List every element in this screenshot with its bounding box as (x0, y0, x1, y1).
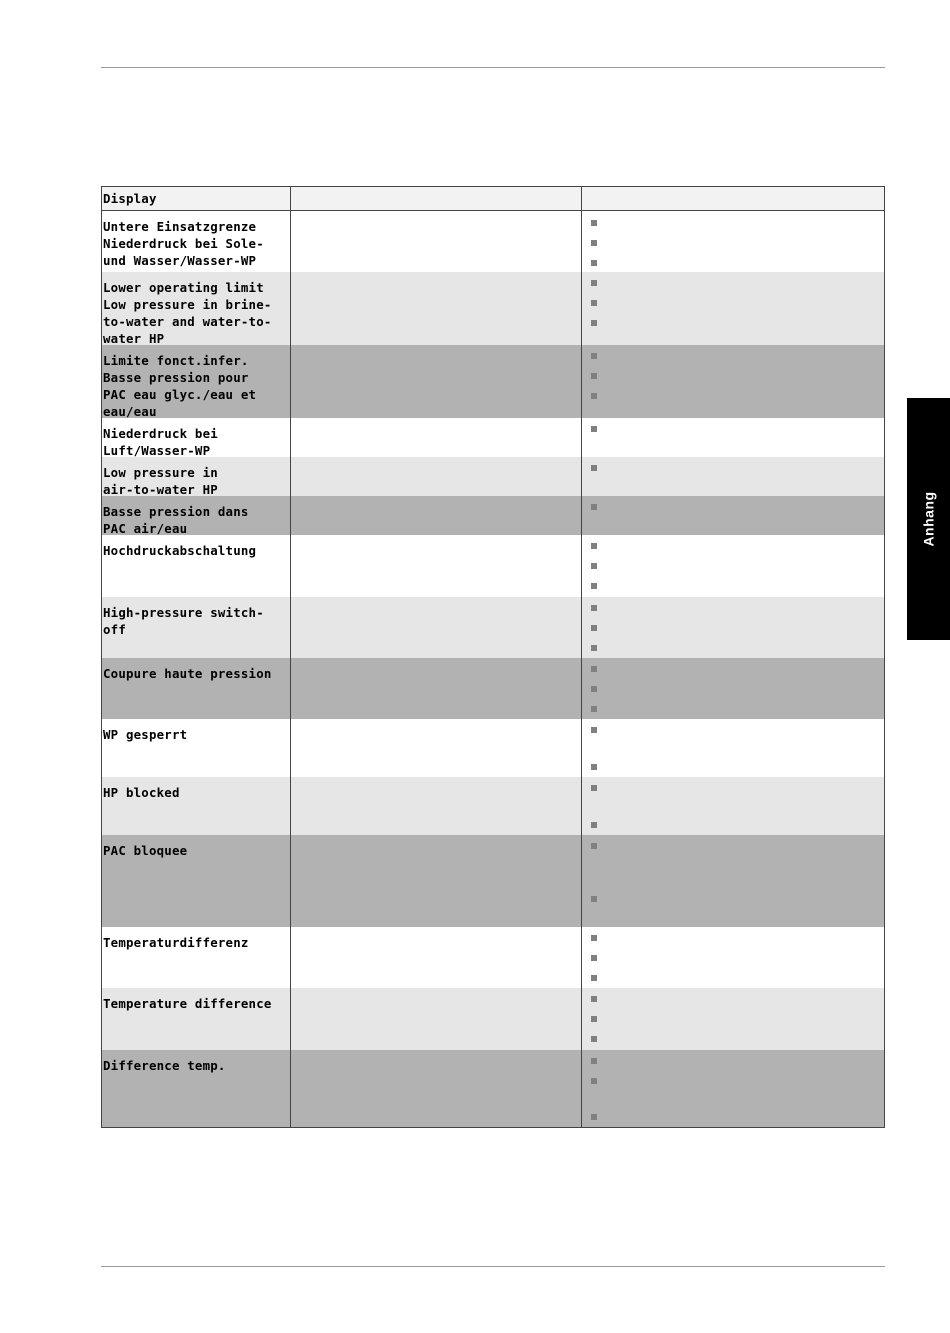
bullet-square-icon (591, 543, 597, 549)
bullet-square-icon (591, 583, 597, 589)
header-col2 (291, 187, 582, 210)
row-cause-cell (291, 496, 582, 535)
row-remedy-cell (582, 418, 884, 457)
row-cause-cell (291, 597, 582, 658)
row-remedy-cell (582, 1050, 884, 1127)
row-display-cell (102, 719, 291, 777)
bullet-square-icon (591, 955, 597, 961)
row-remedy-cell (582, 658, 884, 719)
row-display-cell (102, 835, 291, 927)
row-display-cell (102, 597, 291, 658)
section-tab (907, 398, 950, 640)
bullet-square-icon (591, 393, 597, 399)
row-display-text: HP blocked (103, 785, 180, 800)
bullet-square-icon (591, 605, 597, 611)
row-cause-cell (291, 535, 582, 597)
row-display-cell (102, 535, 291, 597)
row-display-text: Low pressure in air-to-water HP (103, 465, 218, 497)
bullet-square-icon (591, 1078, 597, 1084)
row-cause-cell (291, 345, 582, 418)
table-row (102, 719, 884, 777)
table-row (102, 927, 884, 988)
row-cause-cell (291, 658, 582, 719)
row-cause-cell (291, 835, 582, 927)
row-cause-cell (291, 927, 582, 988)
row-cause-cell (291, 719, 582, 777)
bullet-square-icon (591, 625, 597, 631)
bullet-square-icon (591, 373, 597, 379)
row-display-text: WP gesperrt (103, 727, 188, 742)
table-row (102, 496, 884, 535)
display-messages-table (101, 186, 885, 1128)
table-body (102, 211, 884, 1127)
header-col3 (582, 187, 884, 210)
table-row (102, 457, 884, 496)
row-display-text: High-pressure switch- off (103, 605, 264, 637)
row-display-text: Hochdruckabschaltung (103, 543, 257, 558)
row-cause-cell (291, 777, 582, 835)
table-row (102, 418, 884, 457)
row-display-cell (102, 457, 291, 496)
bullet-square-icon (591, 975, 597, 981)
bullet-square-icon (591, 645, 597, 651)
bullet-square-icon (591, 764, 597, 770)
table-row (102, 988, 884, 1050)
row-remedy-cell (582, 496, 884, 535)
table-row (102, 597, 884, 658)
bullet-square-icon (591, 504, 597, 510)
row-display-cell (102, 988, 291, 1050)
bullet-square-icon (591, 260, 597, 266)
row-display-cell (102, 927, 291, 988)
row-display-text: Temperature difference (103, 996, 272, 1011)
row-display-text: Lower operating limit Low pressure in brine- to-water and water-to- water HP (103, 280, 272, 346)
section-tab-label: Anhang (920, 491, 937, 547)
bullet-square-icon (591, 353, 597, 359)
bullet-square-icon (591, 1058, 597, 1064)
row-display-cell (102, 418, 291, 457)
row-remedy-cell (582, 457, 884, 496)
row-remedy-cell (582, 719, 884, 777)
row-remedy-cell (582, 535, 884, 597)
table-row (102, 345, 884, 418)
row-remedy-cell (582, 211, 884, 272)
row-display-cell (102, 1050, 291, 1127)
bullet-square-icon (591, 822, 597, 828)
table-row (102, 835, 884, 927)
row-remedy-cell (582, 345, 884, 418)
row-remedy-cell (582, 988, 884, 1050)
row-remedy-cell (582, 927, 884, 988)
header-display-label: Display (103, 191, 157, 206)
bullet-square-icon (591, 785, 597, 791)
row-remedy-cell (582, 835, 884, 927)
row-remedy-cell (582, 597, 884, 658)
bullet-square-icon (591, 320, 597, 326)
table-row (102, 272, 884, 345)
row-display-text: Temperaturdifferenz (103, 935, 249, 950)
bullet-square-icon (591, 240, 597, 246)
row-cause-cell (291, 272, 582, 345)
table-header (102, 187, 884, 211)
row-display-cell (102, 777, 291, 835)
bullet-square-icon (591, 220, 597, 226)
row-display-text: Limite fonct.infer. Basse pression pour PAC eau glyc./eau et eau/eau (103, 353, 257, 419)
top-rule (101, 67, 885, 68)
table-row (102, 777, 884, 835)
table-row (102, 1050, 884, 1127)
table-row (102, 658, 884, 719)
bullet-square-icon (591, 1016, 597, 1022)
bullet-square-icon (591, 727, 597, 733)
row-cause-cell (291, 457, 582, 496)
bullet-square-icon (591, 1114, 597, 1120)
bullet-square-icon (591, 1036, 597, 1042)
bullet-square-icon (591, 686, 597, 692)
bullet-square-icon (591, 843, 597, 849)
row-display-text: Untere Einsatzgrenze Niederdruck bei Sole- und Wasser/Wasser-WP (103, 219, 264, 268)
row-display-cell (102, 658, 291, 719)
row-display-cell (102, 211, 291, 272)
row-remedy-cell (582, 272, 884, 345)
row-cause-cell (291, 211, 582, 272)
bottom-rule (101, 1266, 885, 1267)
row-display-text: PAC bloquee (103, 843, 188, 858)
bullet-square-icon (591, 666, 597, 672)
bullet-square-icon (591, 280, 597, 286)
row-display-cell (102, 496, 291, 535)
bullet-square-icon (591, 426, 597, 432)
row-cause-cell (291, 1050, 582, 1127)
bullet-square-icon (591, 465, 597, 471)
bullet-square-icon (591, 300, 597, 306)
header-display (102, 187, 291, 210)
bullet-square-icon (591, 896, 597, 902)
row-display-text: Coupure haute pression (103, 666, 272, 681)
bullet-square-icon (591, 996, 597, 1002)
row-cause-cell (291, 418, 582, 457)
row-display-text: Niederdruck bei Luft/Wasser-WP (103, 426, 218, 458)
row-display-cell (102, 272, 291, 345)
row-display-text: Difference temp. (103, 1058, 226, 1073)
row-display-cell (102, 345, 291, 418)
row-cause-cell (291, 988, 582, 1050)
bullet-square-icon (591, 563, 597, 569)
row-display-text: Basse pression dans PAC air/eau (103, 504, 249, 536)
row-remedy-cell (582, 777, 884, 835)
bullet-square-icon (591, 935, 597, 941)
bullet-square-icon (591, 706, 597, 712)
table-row (102, 211, 884, 272)
table-row (102, 535, 884, 597)
